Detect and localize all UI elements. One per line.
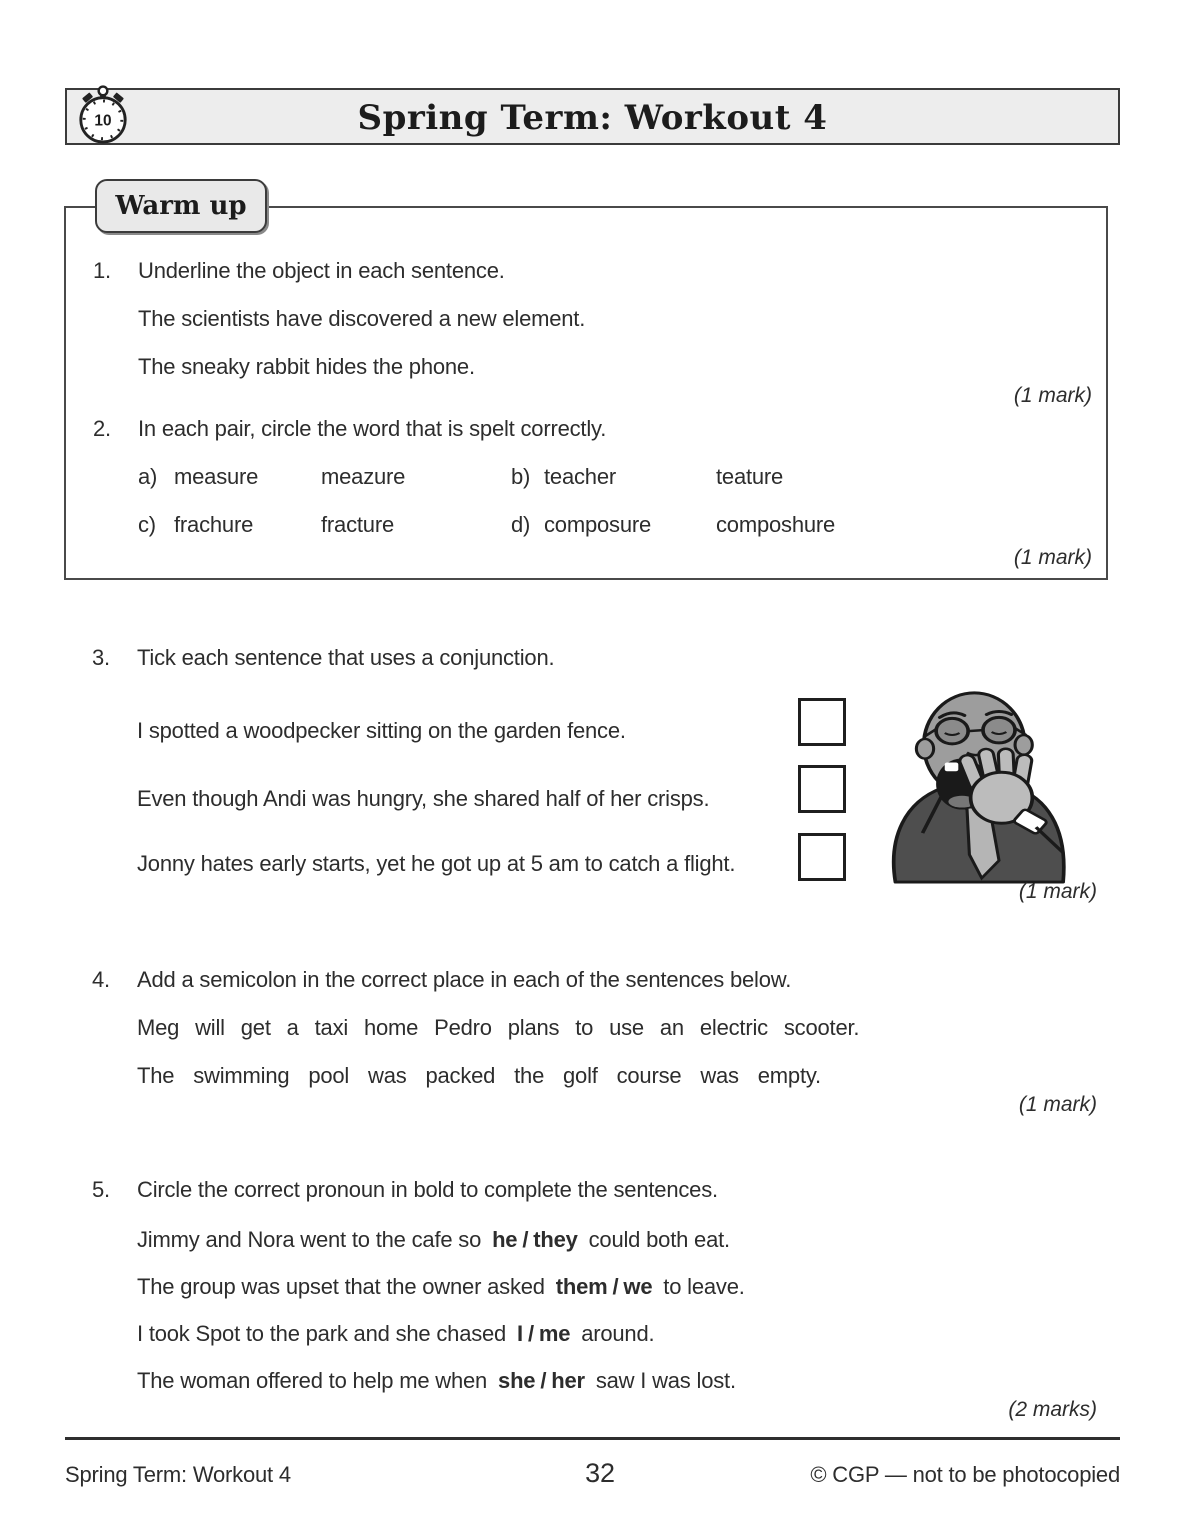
marks-label: (1 mark): [1013, 546, 1092, 569]
spelling-option: frachure: [174, 512, 254, 537]
sentence-pre: I took Spot to the park and she chased: [137, 1321, 507, 1346]
page-title: Spring Term: Workout 4: [357, 98, 828, 138]
sentence-post: to leave.: [663, 1274, 745, 1299]
option-separator: /: [527, 1321, 534, 1346]
exercise-sentence: The scientists have discovered a new element.: [138, 306, 586, 331]
sentence-post: saw I was lost.: [595, 1368, 736, 1393]
question-5-row: [92, 1175, 718, 1205]
conjunction-checkbox-1[interactable]: [798, 698, 846, 746]
page-number: 32: [585, 1458, 615, 1488]
option-label: a): [138, 464, 158, 489]
marks-label: (2 marks): [1008, 1398, 1097, 1421]
question-2-row: [93, 414, 606, 444]
warm-up-tab: Warm up: [95, 179, 267, 233]
option-separator: /: [612, 1274, 619, 1299]
exercise-sentence: Jonny hates early starts, yet he got up at 5 am to catch a flight.: [137, 851, 736, 876]
spelling-option: composhure: [716, 512, 836, 537]
pronoun-sentence: [137, 1319, 654, 1349]
spelling-option: fracture: [321, 512, 394, 537]
sentence-post: around.: [581, 1321, 655, 1346]
sentence-pre: The group was upset that the owner asked: [137, 1274, 545, 1299]
question-prompt: Underline the object in each sentence.: [138, 258, 505, 283]
spelling-option: meazure: [321, 464, 406, 489]
footer-section-title: Spring Term: Workout 4: [65, 1462, 291, 1487]
stopwatch-icon: [76, 85, 130, 145]
marks-label: (1 mark): [1018, 880, 1097, 903]
yawning-man-illustration: [888, 688, 1073, 884]
sentence-pre: Jimmy and Nora went to the cafe so: [137, 1227, 482, 1252]
question-1-row: [93, 256, 505, 286]
footer-divider: [65, 1437, 1120, 1440]
question-prompt: In each pair, circle the word that is spelt correctly.: [138, 416, 607, 441]
exercise-sentence: I spotted a woodpecker sitting on the garden fence.: [137, 718, 626, 743]
spelling-option: teacher: [544, 464, 616, 489]
pronoun-option: them: [555, 1274, 608, 1299]
exercise-sentence: The swimming pool was packed the golf course was empty.: [137, 1063, 821, 1088]
option-label: b): [511, 464, 531, 489]
pronoun-option: me: [538, 1321, 571, 1346]
question-4-row: [92, 965, 791, 995]
question-number: 1.: [93, 258, 111, 283]
pronoun-option: her: [551, 1368, 585, 1393]
question-prompt: Tick each sentence that uses a conjunction.: [137, 645, 555, 670]
sentence-post: could both eat.: [588, 1227, 730, 1252]
pronoun-option: they: [533, 1227, 578, 1252]
header-bar: [65, 88, 1120, 145]
question-3-row: [92, 643, 554, 673]
pronoun-option: I: [517, 1321, 523, 1346]
pronoun-option: he: [492, 1227, 518, 1252]
conjunction-checkbox-3[interactable]: [798, 833, 846, 881]
spelling-option: teature: [716, 464, 784, 489]
question-number: 3.: [92, 645, 110, 670]
question-prompt: Circle the correct pronoun in bold to complete the sentences.: [137, 1177, 718, 1202]
option-separator: /: [540, 1368, 547, 1393]
timer-minutes: 10: [94, 112, 112, 130]
sentence-pre: The woman offered to help me when: [137, 1368, 488, 1393]
pronoun-sentence: [137, 1225, 730, 1255]
question-number: 5.: [92, 1177, 110, 1202]
option-separator: /: [522, 1227, 529, 1252]
warm-up-box: [64, 206, 1108, 580]
marks-label: (1 mark): [1018, 1093, 1097, 1116]
spelling-pair-row: [66, 510, 1106, 540]
question-number: 2.: [93, 416, 111, 441]
question-prompt: Add a semicolon in the correct place in each of the sentences below.: [137, 967, 792, 992]
pronoun-option: we: [623, 1274, 653, 1299]
pronoun-sentence: [137, 1366, 736, 1396]
conjunction-checkbox-2[interactable]: [798, 765, 846, 813]
exercise-sentence: Meg will get a taxi home Pedro plans to use an electric scooter.: [137, 1015, 860, 1040]
exercise-sentence: Even though Andi was hungry, she shared half of her crisps.: [137, 786, 710, 811]
question-number: 4.: [92, 967, 110, 992]
option-label: c): [138, 512, 156, 537]
option-label: d): [511, 512, 531, 537]
exercise-sentence: The sneaky rabbit hides the phone.: [138, 354, 475, 379]
spelling-option: composure: [544, 512, 652, 537]
pronoun-sentence: [137, 1272, 745, 1302]
spelling-pair-row: [66, 462, 1106, 492]
spelling-option: measure: [174, 464, 259, 489]
marks-label: (1 mark): [1013, 384, 1092, 407]
pronoun-option: she: [498, 1368, 536, 1393]
footer-copyright: © CGP — not to be photocopied: [810, 1462, 1120, 1487]
